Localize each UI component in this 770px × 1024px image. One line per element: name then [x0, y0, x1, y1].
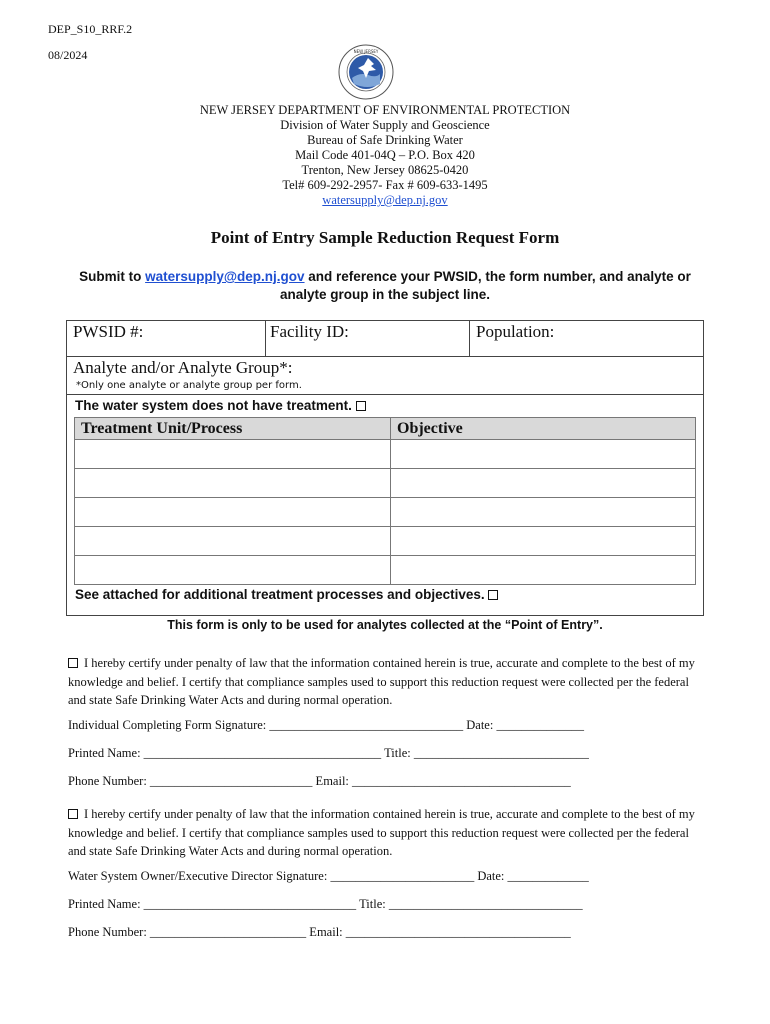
cert1-text: I hereby certify under penalty of law that the information contained herein is true, accurate and complete to the best of my knowledge and belief. I certify that compliance samples used to support this reduction request were collected per the federal and state Safe Drinking Water Acts and during normal operation.: [68, 656, 695, 707]
objective-cell[interactable]: [391, 556, 696, 585]
cert2-signature-line[interactable]: Water System Owner/Executive Director Signature: _______________________ Date: _____________: [68, 869, 589, 883]
treatment-unit-header: Treatment Unit/Process: [75, 418, 391, 440]
form-title: Point of Entry Sample Reduction Request Form: [210, 228, 560, 247]
facility-id-label: Facility ID:: [270, 322, 349, 341]
treatment-unit-cell[interactable]: [75, 527, 391, 556]
objective-cell[interactable]: [391, 469, 696, 498]
cert1-phone-line[interactable]: Phone Number: __________________________ Email: ___________________________________: [68, 774, 571, 788]
submit-email-link[interactable]: watersupply@dep.nj.gov: [145, 269, 305, 284]
table-header-row: [75, 418, 696, 440]
cert1-checkbox[interactable]: [68, 658, 78, 668]
cert2-checkbox[interactable]: [68, 809, 78, 819]
row-divider: [66, 394, 704, 395]
submit-line2: analyte group in the subject line.: [279, 287, 491, 302]
svg-text:NEW JERSEY: NEW JERSEY: [353, 49, 379, 54]
submit-prefix: Submit to: [79, 269, 146, 284]
population-label: Population:: [476, 322, 555, 341]
treatment-table: [74, 417, 696, 585]
no-treatment-label: The water system does not have treatment.: [75, 398, 352, 413]
revision-date: 08/2024: [48, 48, 88, 62]
cert1-printed-name-line[interactable]: Printed Name: ______________________________________ Title: ____________________________: [68, 746, 589, 760]
pwsid-label: PWSID #:: [73, 322, 144, 341]
analyte-label: Analyte and/or Analyte Group*:: [73, 358, 293, 377]
agency-phone-fax: Tel# 609-292-2957- Fax # 609-633-1495: [282, 178, 488, 192]
table-row: [75, 469, 696, 498]
attached-note: See attached for additional treatment processes and objectives.: [75, 587, 485, 602]
treatment-unit-cell[interactable]: [75, 556, 391, 585]
agency-name: NEW JERSEY DEPARTMENT OF ENVIRONMENTAL PROTECTION: [199, 103, 571, 117]
no-treatment-row: [75, 398, 366, 413]
form-code: DEP_S10_RRF.2: [48, 22, 133, 36]
submit-instructions: [0, 268, 770, 304]
treatment-unit-cell[interactable]: [75, 440, 391, 469]
analyte-note: *Only one analyte or analyte group per form.: [76, 380, 302, 391]
col-divider: [469, 320, 470, 356]
cert1-signature-line[interactable]: Individual Completing Form Signature: _______________________________ Date: ______________: [68, 718, 584, 732]
col-divider: [265, 320, 266, 356]
certification-2: [68, 805, 708, 861]
table-row: [75, 527, 696, 556]
table-row: [75, 556, 696, 585]
agency-bureau: Bureau of Safe Drinking Water: [307, 133, 463, 147]
cert2-printed-name-line[interactable]: Printed Name: __________________________________ Title: _______________________________: [68, 897, 583, 911]
cert2-phone-line[interactable]: Phone Number: _________________________ Email: ____________________________________: [68, 925, 571, 939]
agency-email-link[interactable]: watersupply@dep.nj.gov: [322, 193, 448, 207]
submit-suffix: and reference your PWSID, the form number, and analyte or: [304, 269, 691, 284]
agency-email-row: [0, 193, 770, 208]
agency-city: Trenton, New Jersey 08625-0420: [301, 163, 469, 177]
nj-dep-seal-icon: [338, 44, 394, 100]
table-row: [75, 440, 696, 469]
agency-mail-code: Mail Code 401-04Q – P.O. Box 420: [295, 148, 475, 162]
treatment-unit-cell[interactable]: [75, 469, 391, 498]
attached-checkbox[interactable]: [488, 590, 498, 600]
table-row: [75, 498, 696, 527]
agency-division: Division of Water Supply and Geoscience: [280, 118, 490, 132]
poe-note: This form is only to be used for analytes collected at the “Point of Entry”.: [167, 618, 603, 632]
objective-header: Objective: [391, 418, 696, 440]
objective-cell[interactable]: [391, 498, 696, 527]
no-treatment-checkbox[interactable]: [356, 401, 366, 411]
objective-cell[interactable]: [391, 527, 696, 556]
certification-1: [68, 654, 708, 710]
objective-cell[interactable]: [391, 440, 696, 469]
cert2-text: I hereby certify under penalty of law that the information contained herein is true, accurate and complete to the best of my knowledge and belief. I certify that compliance samples used to support this reduction request were collected per the federal and state Safe Drinking Water Acts and during normal operation.: [68, 807, 695, 858]
attached-row: [75, 587, 498, 602]
treatment-unit-cell[interactable]: [75, 498, 391, 527]
